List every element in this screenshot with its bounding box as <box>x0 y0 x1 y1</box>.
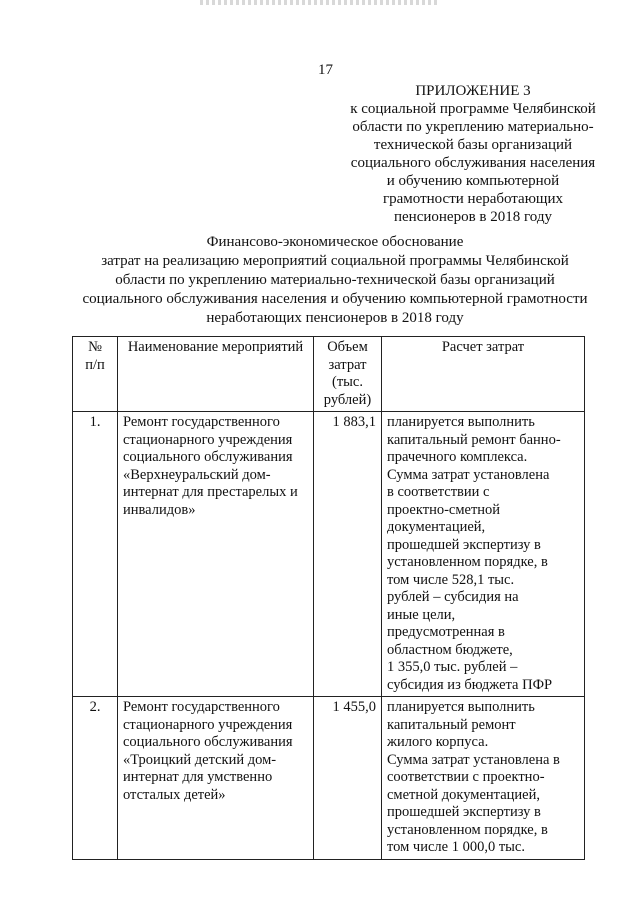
row-name: Ремонт государственного стационарного учреждения социального обслуживания «Верхнеуральский дом- интернат для престарелых и инвалидов» <box>118 412 314 697</box>
appendix-line: социального обслуживания населения <box>350 155 596 171</box>
heading-line: области по укреплению материально-технической базы организаций <box>115 272 555 288</box>
row-volume: 1 883,1 <box>314 412 382 697</box>
row-volume: 1 455,0 <box>314 697 382 860</box>
row-calculation: планируется выполнить капитальный ремонт банно- прачечного комплекса. Сумма затрат установлена в соответствии с проектно-сметной документацией, прошедшей экспертизу в установленном порядке, в том числе 528,1 тыс. рублей – субсидия на иные цели, предусмотренная в областном бюджете, 1 355,0 тыс. рублей – субсидия из бюджета ПФР <box>382 412 585 697</box>
appendix-line: грамотности неработающих <box>382 191 563 207</box>
page-number: 17 <box>318 62 333 78</box>
appendix-title: ПРИЛОЖЕНИЕ 3 <box>415 83 531 99</box>
header-volume: Объем затрат (тыс. рублей) <box>314 337 382 412</box>
row-number: 1. <box>73 412 118 697</box>
appendix-line: к социальной программе Челябинской <box>350 101 596 117</box>
appendix-line: и обучению компьютерной <box>386 173 560 189</box>
table-header-row <box>73 337 585 412</box>
appendix-line: пенсионеров в 2018 году <box>394 209 552 225</box>
header-number: № п/п <box>73 337 118 412</box>
heading-line: затрат на реализацию мероприятий социальной программы Челябинской <box>101 253 569 269</box>
table-row <box>73 412 585 697</box>
header-name: Наименование мероприятий <box>118 337 314 412</box>
heading-line: социального обслуживания населения и обучению компьютерной грамотности <box>82 291 588 307</box>
row-calculation: планируется выполнить капитальный ремонт жилого корпуса. Сумма затрат установлена в соответствии с проектно- сметной документацией, прошедшей экспертизу в установленном порядке, в том числе 1 000,0 тыс. <box>382 697 585 860</box>
row-number: 2. <box>73 697 118 860</box>
cost-table <box>72 336 585 860</box>
heading-line: неработающих пенсионеров в 2018 году <box>206 310 464 326</box>
header-calculation: Расчет затрат <box>382 337 585 412</box>
appendix-block <box>318 82 628 226</box>
heading-title: Финансово-экономическое обоснование <box>206 234 464 250</box>
row-name: Ремонт государственного стационарного учреждения социального обслуживания «Троицкий детский дом- интернат для умственно отсталых детей» <box>118 697 314 860</box>
table-row <box>73 697 585 860</box>
scan-artifact <box>200 0 440 5</box>
document-heading <box>40 233 630 328</box>
appendix-line: технической базы организаций <box>373 137 573 153</box>
appendix-line: области по укреплению материально- <box>352 119 594 135</box>
